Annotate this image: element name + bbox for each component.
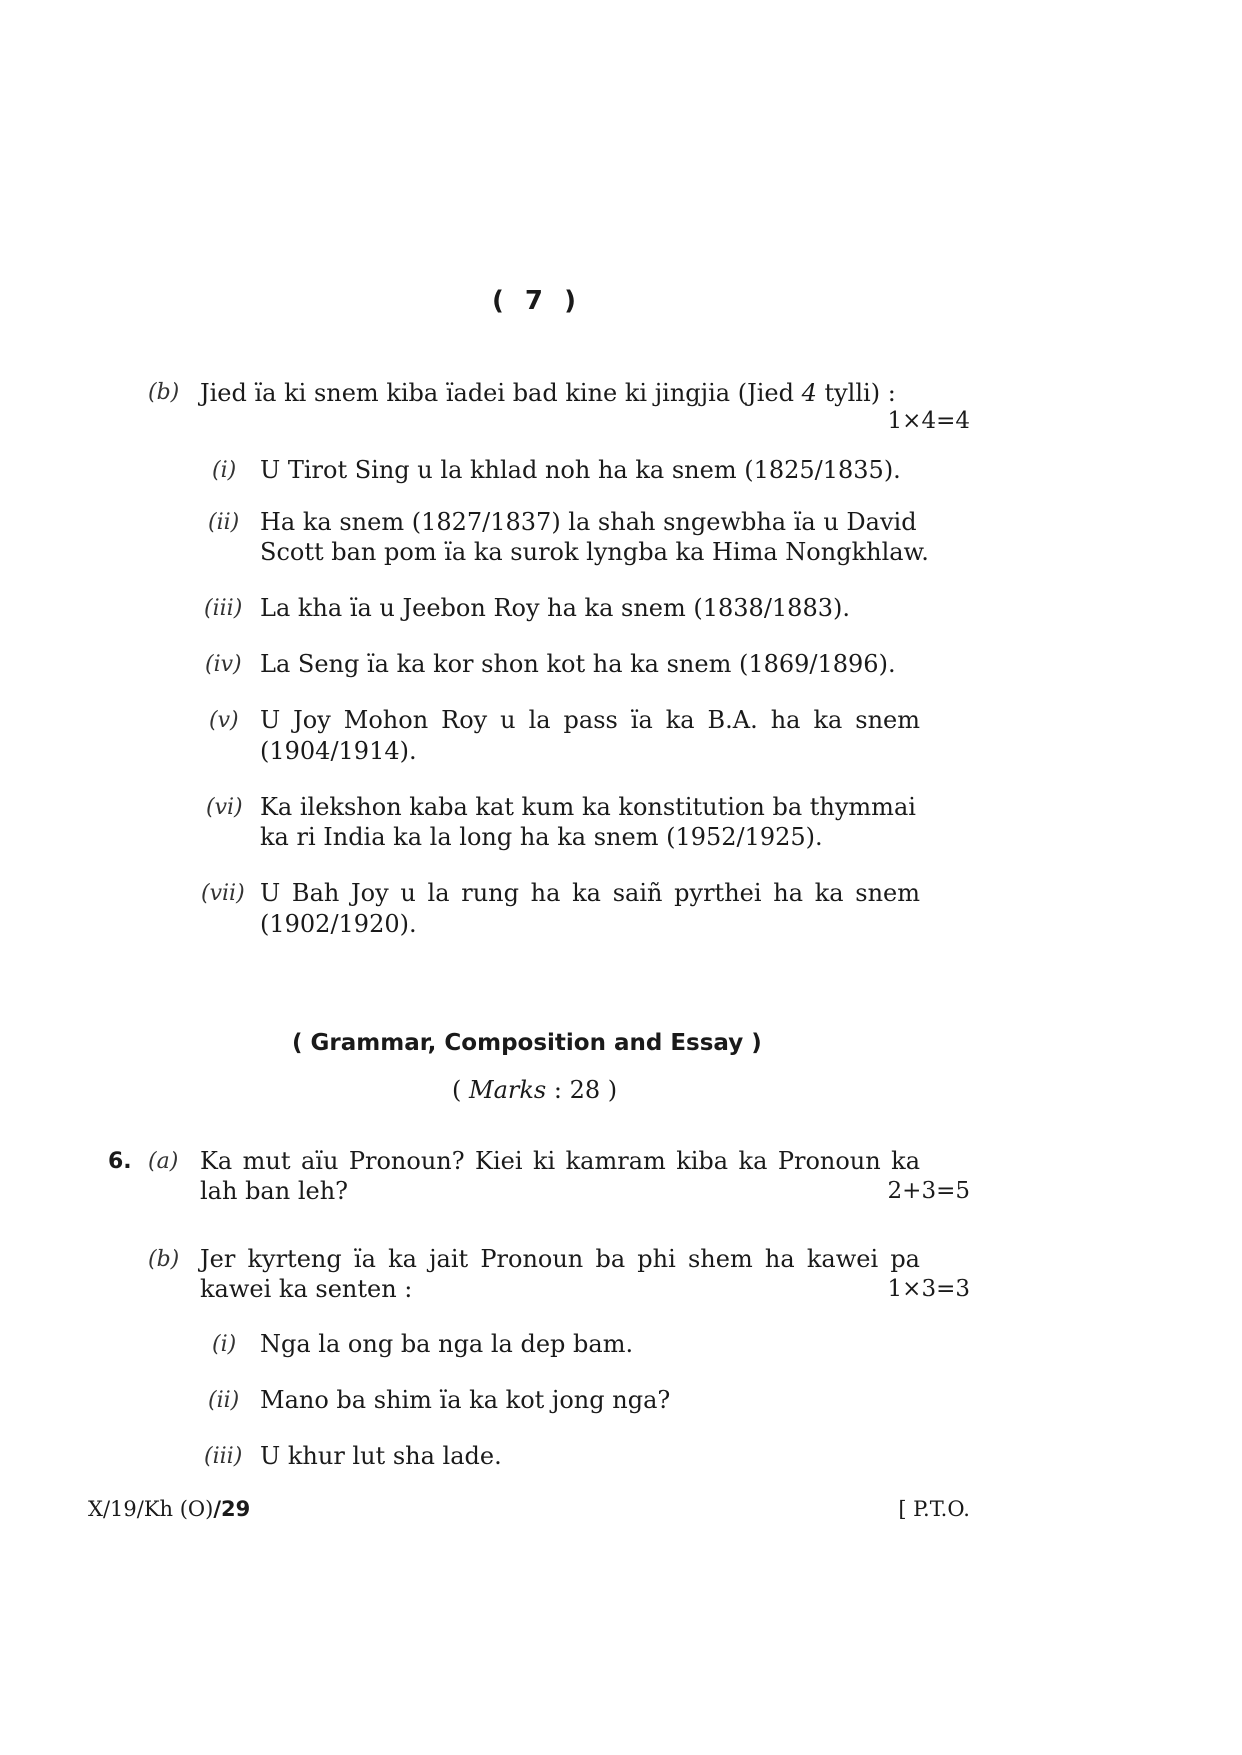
q5b-item-num: (iii) <box>204 596 243 621</box>
q6b-item-text: Nga la ong ba nga la dep bam. <box>260 1330 634 1358</box>
q5b-item-line: U Tirot Sing u la khlad noh ha ka snem (1825/1835). <box>260 456 901 484</box>
q5b-item-line: (1904/1914). <box>260 737 417 765</box>
q5b-text <box>200 378 896 408</box>
q6a-marks: 2+3=5 <box>887 1178 970 1204</box>
q5b-item-num: (iv) <box>205 652 242 677</box>
q6a-line: Ka mut aïu Pronoun? Kiei ki kamram kiba ka Pronoun ka <box>200 1147 920 1175</box>
section-marks-rest: : 28 ) <box>546 1076 618 1104</box>
q5b-item-num: (v) <box>209 708 239 733</box>
q5b-item-line: U Joy Mohon Roy u la pass ïa ka B.A. ha ka snem <box>260 706 920 734</box>
q6b-marks: 1×3=3 <box>887 1276 970 1302</box>
q5b-item-num: (vi) <box>206 795 243 820</box>
q6b-item-text: Mano ba shim ïa ka kot jong nga? <box>260 1386 671 1414</box>
q5b-item-num: (ii) <box>208 510 240 535</box>
section-marks <box>452 1075 617 1105</box>
q5b-item-num: (vii) <box>201 881 245 906</box>
footer-code-bold: /29 <box>213 1497 251 1521</box>
q5b-text-after: tylli) : <box>816 379 896 407</box>
q6b-item-num: (iii) <box>204 1444 243 1469</box>
q5b-item-line: La kha ïa u Jeebon Roy ha ka snem (1838/1883). <box>260 594 850 622</box>
q5b-text-before: Jied ïa ki snem kiba ïadei bad kine ki jingjia (Jied <box>200 379 802 407</box>
section-marks-word: Marks <box>469 1076 547 1104</box>
q5b-item-line: Ka ilekshon kaba kat kum ka konstitution ba thymmai <box>260 793 916 821</box>
section-marks-open: ( <box>452 1076 469 1104</box>
q6b-label: (b) <box>148 1247 180 1272</box>
q5b-item-line: ka ri India ka la long ha ka snem (1952/1925). <box>260 823 823 851</box>
footer-code <box>88 1497 250 1521</box>
q5b-item-line: Ha ka snem (1827/1837) la shah sngewbha ïa u David <box>260 508 917 536</box>
q5b-item-num: (i) <box>212 458 237 483</box>
q5b-item-line: Scott ban pom ïa ka surok lyngba ka Hima Nongkhlaw. <box>260 538 929 566</box>
q6b-item-num: (ii) <box>208 1388 240 1413</box>
q5b-label: (b) <box>148 380 180 405</box>
q6a-label: (a) <box>148 1149 179 1174</box>
q6-number: 6. <box>108 1149 132 1174</box>
q5b-text-italic: 4 <box>801 379 817 407</box>
q5b-item-line: U Bah Joy u la rung ha ka saiñ pyrthei ha ka snem <box>260 879 920 907</box>
q5b-item-line: La Seng ïa ka kor shon kot ha ka snem (1869/1896). <box>260 650 896 678</box>
q6a-line: lah ban leh? <box>200 1177 349 1205</box>
q6b-item-text: U khur lut sha lade. <box>260 1442 502 1470</box>
q6b-line: kawei ka senten : <box>200 1275 413 1303</box>
footer-code-text: X/19/Kh (O) <box>88 1497 214 1521</box>
section-title: ( Grammar, Composition and Essay ) <box>292 1030 762 1056</box>
q5b-marks: 1×4=4 <box>887 408 970 434</box>
page-number: ( 7 ) <box>492 286 582 316</box>
q6b-item-num: (i) <box>212 1332 237 1357</box>
q6b-line: Jer kyrteng ïa ka jait Pronoun ba phi shem ha kawei pa <box>200 1245 920 1273</box>
q5b-item-line: (1902/1920). <box>260 910 417 938</box>
footer-pto: [ P.T.O. <box>898 1497 970 1521</box>
